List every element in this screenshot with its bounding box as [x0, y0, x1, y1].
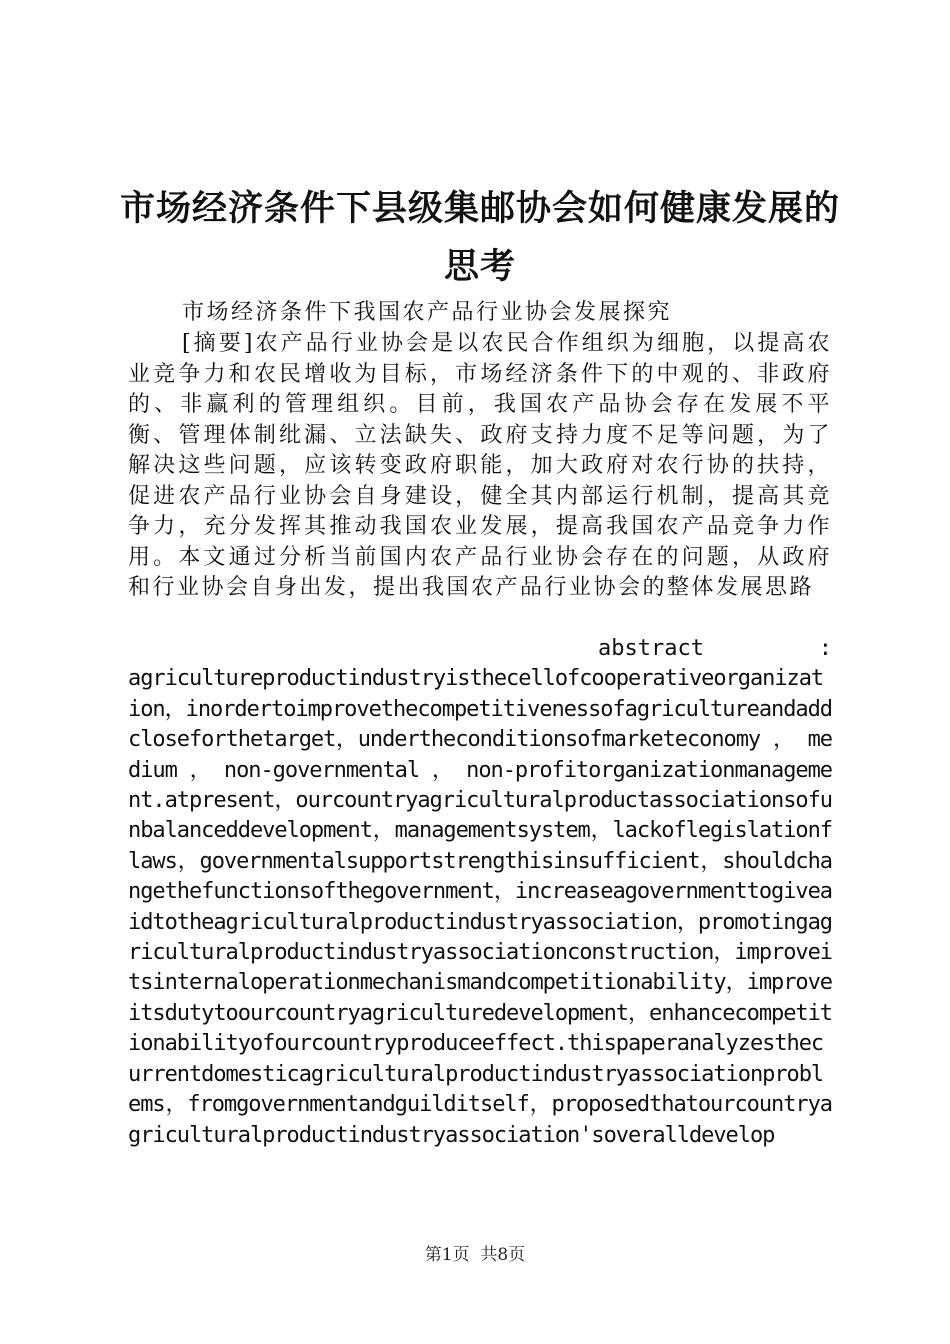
document-title-line2: 思考	[443, 247, 516, 287]
abstract-english-colon: :	[818, 636, 832, 661]
abstract-chinese: [摘要]农产品行业协会是以农民合作组织为细胞，以提高农业竞争力和农民增收为目标，市场经济条件下的中观的、非政府的、非赢利的管理组织。目前，我国农产品协会存在发展不平衡、管理体制纰漏、立法缺失、政府支持力度不足等问题，为了解决这些问题，应该转变政府职能，加大政府对农行协的扶持，促进农产品行业协会自身建设，健全其内部运行机制，提高其竞争力，充分发挥其推动我国农业发展，提高我国农产品竞争力作用。本文通过分析当前国内农产品行业协会存在的问题，从政府和行业协会自身出发，提出我国农产品行业协会的整体发展思路	[128, 331, 832, 600]
document-subtitle: 市场经济条件下我国农产品行业协会发展探究	[182, 300, 673, 325]
document-title-line1: 市场经济条件下县级集邮协会如何健康发展的	[119, 189, 840, 229]
page-number: 第1页 共8页	[424, 1245, 526, 1265]
page-footer	[0, 1244, 950, 1266]
abstract-english-block	[128, 634, 832, 1151]
abstract-english-heading	[128, 634, 832, 664]
abstract-english-text: agricultureproductindustryisthecellofcooperativeorganization，inordertoimprovethecompetitivenessofagricultureandaddcloseforthetarget，undertheconditionsofmarketeconomy ， medium ， non-governmental ， non-profitorganizationmanagement.atpresent，ourcountryagriculturalproductassociationsofunbalanceddevelopment，managementsystem，lackoflegislationflaws，governmentalsupportstrengthisinsufficient，shouldchangethefunctionsofthegovernment，increaseagovernmenttogiveaidtotheagriculturalproductindustryassociation，promotingagriculturalproductindustryassociationconstruction，improveitsinternaloperationmechanismandcompetitionability，improveitsdutytoourcountryagriculturedevelopment，enhancecompetitionabilityofourcountryproduceeffect.thispaperanalyzesthecurrentdomesticagriculturalproductindustryassociationproblems，fromgovernmentandguilditself，proposedthatourcountryagriculturalproductindustryassociation'soveralldevelop	[128, 666, 832, 1148]
abstract-english-label: abstract	[598, 636, 704, 661]
